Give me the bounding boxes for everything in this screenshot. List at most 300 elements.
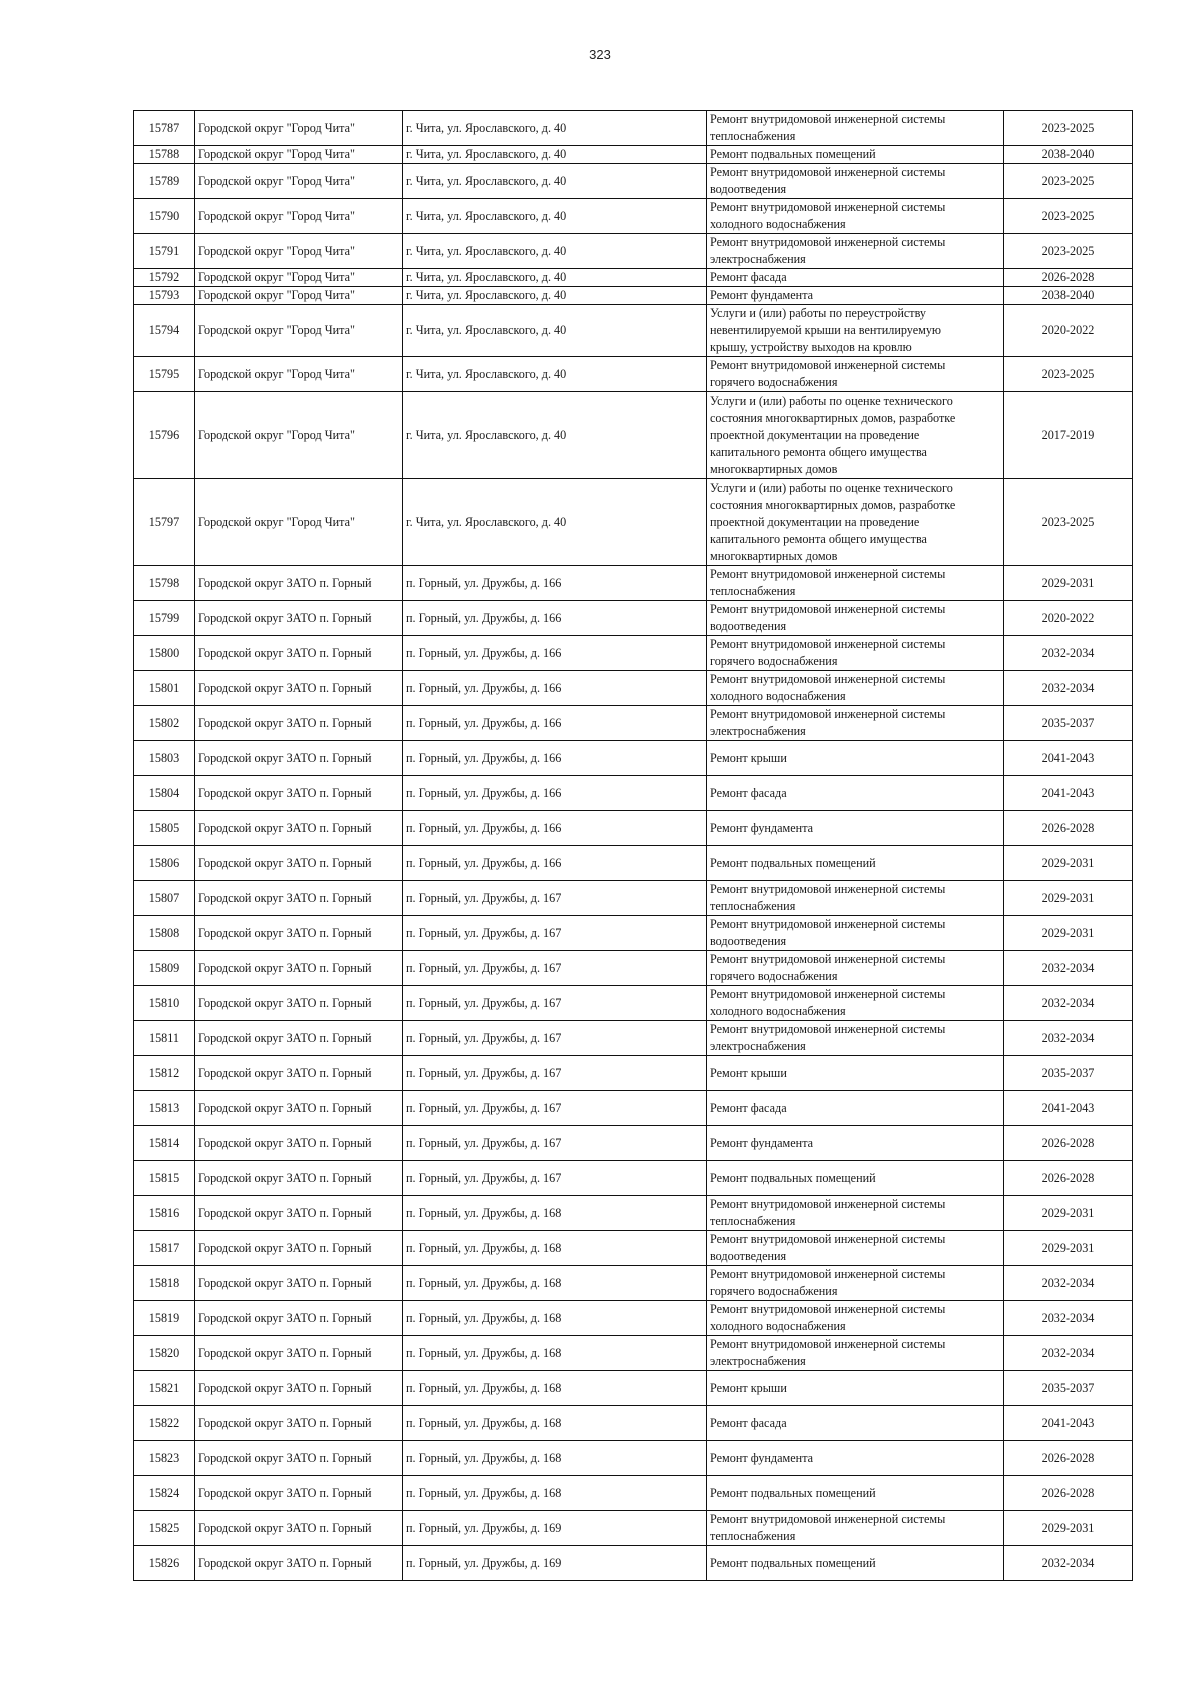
work-type-line: Ремонт фундамента xyxy=(710,1135,814,1150)
table-row xyxy=(134,164,1133,199)
work-type-line: холодного водоснабжения xyxy=(710,689,846,703)
work-type-line: проектной документации на проведение xyxy=(710,514,920,529)
period-cell: 2035-2037 xyxy=(1004,1371,1133,1406)
table-body xyxy=(134,111,1133,1581)
row-number-cell: 15801 xyxy=(134,671,195,706)
work-type-line: горячего водоснабжения xyxy=(710,969,838,983)
table-row xyxy=(134,811,1133,846)
row-number-cell: 15803 xyxy=(134,741,195,776)
work-type-line: Ремонт подвальных помещений xyxy=(710,1485,876,1500)
work-type-line: Ремонт крыши xyxy=(710,1380,787,1395)
page-number: 323 xyxy=(589,47,611,62)
period-cell: 2023-2025 xyxy=(1004,164,1133,199)
work-type-cell xyxy=(707,146,1004,164)
work-type-line: Ремонт внутридомовой инженерной системы xyxy=(710,1022,946,1036)
work-type-line: горячего водоснабжения xyxy=(710,654,838,668)
municipality-cell: Городской округ ЗАТО п. Горный xyxy=(195,951,403,986)
period-cell: 2029-2031 xyxy=(1004,566,1133,601)
municipality-cell: Городской округ ЗАТО п. Горный xyxy=(195,706,403,741)
table-row xyxy=(134,1476,1133,1511)
period-cell: 2032-2034 xyxy=(1004,1266,1133,1301)
municipality-cell: Городской округ ЗАТО п. Горный xyxy=(195,811,403,846)
address-cell: п. Горный, ул. Дружбы, д. 168 xyxy=(403,1336,707,1371)
row-number-cell: 15797 xyxy=(134,479,195,566)
table-row xyxy=(134,1021,1133,1056)
table-row xyxy=(134,1546,1133,1581)
municipality-cell: Городской округ "Город Чита" xyxy=(195,287,403,305)
address-cell: п. Горный, ул. Дружбы, д. 167 xyxy=(403,1056,707,1091)
work-type-line: Услуги и (или) работы по оценке технического xyxy=(710,480,953,495)
work-type-line: капитального ремонта общего имущества xyxy=(710,531,927,546)
work-type-line: холодного водоснабжения xyxy=(710,1319,846,1333)
table-row xyxy=(134,776,1133,811)
work-type-line: горячего водоснабжения xyxy=(710,1284,838,1298)
municipality-cell: Городской округ ЗАТО п. Горный xyxy=(195,1546,403,1581)
address-cell: п. Горный, ул. Дружбы, д. 167 xyxy=(403,881,707,916)
work-type-cell xyxy=(707,636,1004,671)
work-type-cell xyxy=(707,1266,1004,1301)
table-row xyxy=(134,951,1133,986)
work-type-cell xyxy=(707,916,1004,951)
municipality-cell: Городской округ ЗАТО п. Горный xyxy=(195,601,403,636)
work-type-cell xyxy=(707,1406,1004,1441)
work-type-cell xyxy=(707,392,1004,479)
period-cell: 2026-2028 xyxy=(1004,1476,1133,1511)
work-type-line: Ремонт фундамента xyxy=(710,288,814,302)
capital-repair-table xyxy=(133,110,1133,1581)
address-cell: п. Горный, ул. Дружбы, д. 168 xyxy=(403,1266,707,1301)
work-type-cell xyxy=(707,164,1004,199)
address-cell: п. Горный, ул. Дружбы, д. 166 xyxy=(403,601,707,636)
work-type-line: Ремонт внутридомовой инженерной системы xyxy=(710,200,946,214)
municipality-cell: Городской округ ЗАТО п. Горный xyxy=(195,1476,403,1511)
row-number-cell: 15824 xyxy=(134,1476,195,1511)
work-type-cell xyxy=(707,846,1004,881)
table-row xyxy=(134,357,1133,392)
municipality-cell: Городской округ ЗАТО п. Горный xyxy=(195,1266,403,1301)
row-number-cell: 15804 xyxy=(134,776,195,811)
municipality-cell: Городской округ ЗАТО п. Горный xyxy=(195,1126,403,1161)
municipality-cell: Городской округ ЗАТО п. Горный xyxy=(195,881,403,916)
work-type-cell xyxy=(707,986,1004,1021)
work-type-line: Ремонт фасада xyxy=(710,1415,787,1430)
municipality-cell: Городской округ "Город Чита" xyxy=(195,199,403,234)
period-cell: 2032-2034 xyxy=(1004,986,1133,1021)
work-type-cell xyxy=(707,1196,1004,1231)
work-type-line: теплоснабжения xyxy=(710,584,796,598)
period-cell: 2032-2034 xyxy=(1004,1336,1133,1371)
row-number-cell: 15787 xyxy=(134,111,195,146)
row-number-cell: 15789 xyxy=(134,164,195,199)
address-cell: г. Чита, ул. Ярославского, д. 40 xyxy=(403,269,707,287)
address-cell: п. Горный, ул. Дружбы, д. 167 xyxy=(403,1126,707,1161)
municipality-cell: Городской округ ЗАТО п. Горный xyxy=(195,1371,403,1406)
address-cell: г. Чита, ул. Ярославского, д. 40 xyxy=(403,234,707,269)
address-cell: п. Горный, ул. Дружбы, д. 167 xyxy=(403,1161,707,1196)
row-number-cell: 15800 xyxy=(134,636,195,671)
work-type-line: электроснабжения xyxy=(710,1354,806,1368)
address-cell: п. Горный, ул. Дружбы, д. 168 xyxy=(403,1196,707,1231)
row-number-cell: 15788 xyxy=(134,146,195,164)
municipality-cell: Городской округ ЗАТО п. Горный xyxy=(195,1196,403,1231)
row-number-cell: 15792 xyxy=(134,269,195,287)
work-type-cell xyxy=(707,1056,1004,1091)
table-row xyxy=(134,146,1133,164)
work-type-cell xyxy=(707,951,1004,986)
municipality-cell: Городской округ ЗАТО п. Горный xyxy=(195,1406,403,1441)
municipality-cell: Городской округ ЗАТО п. Горный xyxy=(195,1511,403,1546)
work-type-line: Ремонт внутридомовой инженерной системы xyxy=(710,358,946,372)
address-cell: г. Чита, ул. Ярославского, д. 40 xyxy=(403,392,707,479)
work-type-line: электроснабжения xyxy=(710,724,806,738)
work-type-line: Ремонт внутридомовой инженерной системы xyxy=(710,952,946,966)
work-type-cell xyxy=(707,269,1004,287)
row-number-cell: 15802 xyxy=(134,706,195,741)
work-type-line: Услуги и (или) работы по оценке технического xyxy=(710,393,953,408)
work-type-line: Ремонт внутридомовой инженерной системы xyxy=(710,1197,946,1211)
work-type-cell xyxy=(707,1546,1004,1581)
work-type-line: Ремонт внутридомовой инженерной системы xyxy=(710,567,946,581)
table-row xyxy=(134,1231,1133,1266)
period-cell: 2023-2025 xyxy=(1004,357,1133,392)
work-type-cell xyxy=(707,234,1004,269)
row-number-cell: 15807 xyxy=(134,881,195,916)
work-type-cell xyxy=(707,566,1004,601)
row-number-cell: 15793 xyxy=(134,287,195,305)
row-number-cell: 15820 xyxy=(134,1336,195,1371)
work-type-line: Ремонт фундамента xyxy=(710,820,814,835)
address-cell: п. Горный, ул. Дружбы, д. 168 xyxy=(403,1441,707,1476)
municipality-cell: Городской округ ЗАТО п. Горный xyxy=(195,1091,403,1126)
table-row xyxy=(134,1161,1133,1196)
work-type-line: Ремонт внутридомовой инженерной системы xyxy=(710,112,946,126)
work-type-line: состояния многоквартирных домов, разработке xyxy=(710,410,956,425)
row-number-cell: 15795 xyxy=(134,357,195,392)
municipality-cell: Городской округ ЗАТО п. Горный xyxy=(195,1301,403,1336)
work-type-cell xyxy=(707,741,1004,776)
period-cell: 2026-2028 xyxy=(1004,811,1133,846)
table-row xyxy=(134,881,1133,916)
address-cell: г. Чита, ул. Ярославского, д. 40 xyxy=(403,305,707,357)
period-cell: 2026-2028 xyxy=(1004,1441,1133,1476)
row-number-cell: 15806 xyxy=(134,846,195,881)
table-row xyxy=(134,1301,1133,1336)
table-row xyxy=(134,986,1133,1021)
address-cell: п. Горный, ул. Дружбы, д. 166 xyxy=(403,811,707,846)
work-type-line: Услуги и (или) работы по переустройству xyxy=(710,306,927,320)
municipality-cell: Городской округ ЗАТО п. Горный xyxy=(195,1056,403,1091)
table-row xyxy=(134,1266,1133,1301)
work-type-line: Ремонт фундамента xyxy=(710,1450,814,1465)
municipality-cell: Городской округ ЗАТО п. Горный xyxy=(195,776,403,811)
table-row xyxy=(134,111,1133,146)
table-row xyxy=(134,636,1133,671)
work-type-line: крышу, устройству выходов на кровлю xyxy=(710,340,912,354)
work-type-line: водоотведения xyxy=(710,934,787,948)
period-cell: 2032-2034 xyxy=(1004,1021,1133,1056)
period-cell: 2041-2043 xyxy=(1004,776,1133,811)
municipality-cell: Городской округ ЗАТО п. Горный xyxy=(195,636,403,671)
work-type-line: Ремонт фасада xyxy=(710,1100,787,1115)
address-cell: г. Чита, ул. Ярославского, д. 40 xyxy=(403,287,707,305)
row-number-cell: 15823 xyxy=(134,1441,195,1476)
address-cell: г. Чита, ул. Ярославского, д. 40 xyxy=(403,199,707,234)
period-cell: 2029-2031 xyxy=(1004,1511,1133,1546)
municipality-cell: Городской округ "Город Чита" xyxy=(195,234,403,269)
table-row xyxy=(134,1406,1133,1441)
address-cell: г. Чита, ул. Ярославского, д. 40 xyxy=(403,479,707,566)
work-type-line: капитального ремонта общего имущества xyxy=(710,444,927,459)
table-row xyxy=(134,1126,1133,1161)
table-row xyxy=(134,846,1133,881)
period-cell: 2038-2040 xyxy=(1004,146,1133,164)
table-row xyxy=(134,601,1133,636)
address-cell: п. Горный, ул. Дружбы, д. 166 xyxy=(403,706,707,741)
work-type-line: горячего водоснабжения xyxy=(710,375,838,389)
work-type-line: Ремонт фасада xyxy=(710,270,787,284)
period-cell: 2026-2028 xyxy=(1004,1126,1133,1161)
row-number-cell: 15811 xyxy=(134,1021,195,1056)
work-type-line: Ремонт крыши xyxy=(710,1065,787,1080)
work-type-line: теплоснабжения xyxy=(710,1214,796,1228)
work-type-cell xyxy=(707,1511,1004,1546)
table-row xyxy=(134,234,1133,269)
work-type-line: Ремонт подвальных помещений xyxy=(710,855,876,870)
work-type-cell xyxy=(707,706,1004,741)
work-type-line: теплоснабжения xyxy=(710,129,796,143)
table-row xyxy=(134,287,1133,305)
address-cell: п. Горный, ул. Дружбы, д. 167 xyxy=(403,986,707,1021)
period-cell: 2029-2031 xyxy=(1004,1231,1133,1266)
work-type-line: Ремонт внутридомовой инженерной системы xyxy=(710,165,946,179)
work-type-line: Ремонт фасада xyxy=(710,785,787,800)
work-type-cell xyxy=(707,199,1004,234)
work-type-line: Ремонт внутридомовой инженерной системы xyxy=(710,882,946,896)
row-number-cell: 15808 xyxy=(134,916,195,951)
period-cell: 2023-2025 xyxy=(1004,199,1133,234)
work-type-line: водоотведения xyxy=(710,182,787,196)
period-cell: 2032-2034 xyxy=(1004,951,1133,986)
work-type-line: теплоснабжения xyxy=(710,1529,796,1543)
row-number-cell: 15822 xyxy=(134,1406,195,1441)
municipality-cell: Городской округ ЗАТО п. Горный xyxy=(195,1336,403,1371)
period-cell: 2017-2019 xyxy=(1004,392,1133,479)
period-cell: 2026-2028 xyxy=(1004,269,1133,287)
period-cell: 2029-2031 xyxy=(1004,846,1133,881)
municipality-cell: Городской округ "Город Чита" xyxy=(195,269,403,287)
work-type-cell xyxy=(707,1371,1004,1406)
work-type-line: Ремонт крыши xyxy=(710,750,787,765)
period-cell: 2035-2037 xyxy=(1004,706,1133,741)
row-number-cell: 15826 xyxy=(134,1546,195,1581)
table-row xyxy=(134,706,1133,741)
address-cell: п. Горный, ул. Дружбы, д. 166 xyxy=(403,566,707,601)
period-cell: 2020-2022 xyxy=(1004,305,1133,357)
row-number-cell: 15816 xyxy=(134,1196,195,1231)
municipality-cell: Городской округ ЗАТО п. Горный xyxy=(195,1441,403,1476)
work-type-cell xyxy=(707,1161,1004,1196)
table-row xyxy=(134,1371,1133,1406)
municipality-cell: Городской округ "Город Чита" xyxy=(195,479,403,566)
work-type-cell xyxy=(707,1476,1004,1511)
address-cell: п. Горный, ул. Дружбы, д. 168 xyxy=(403,1301,707,1336)
address-cell: п. Горный, ул. Дружбы, д. 167 xyxy=(403,916,707,951)
work-type-cell xyxy=(707,1126,1004,1161)
row-number-cell: 15817 xyxy=(134,1231,195,1266)
work-type-line: Ремонт внутридомовой инженерной системы xyxy=(710,602,946,616)
period-cell: 2035-2037 xyxy=(1004,1056,1133,1091)
address-cell: п. Горный, ул. Дружбы, д. 166 xyxy=(403,671,707,706)
municipality-cell: Городской округ ЗАТО п. Горный xyxy=(195,846,403,881)
municipality-cell: Городской округ ЗАТО п. Горный xyxy=(195,1231,403,1266)
municipality-cell: Городской округ ЗАТО п. Горный xyxy=(195,1161,403,1196)
row-number-cell: 15798 xyxy=(134,566,195,601)
address-cell: г. Чита, ул. Ярославского, д. 40 xyxy=(403,357,707,392)
period-cell: 2038-2040 xyxy=(1004,287,1133,305)
period-cell: 2023-2025 xyxy=(1004,111,1133,146)
municipality-cell: Городской округ "Город Чита" xyxy=(195,357,403,392)
period-cell: 2032-2034 xyxy=(1004,671,1133,706)
work-type-line: Ремонт подвальных помещений xyxy=(710,1555,876,1570)
table-row xyxy=(134,1196,1133,1231)
address-cell: г. Чита, ул. Ярославского, д. 40 xyxy=(403,164,707,199)
row-number-cell: 15799 xyxy=(134,601,195,636)
work-type-line: Ремонт внутридомовой инженерной системы xyxy=(710,1267,946,1281)
address-cell: п. Горный, ул. Дружбы, д. 169 xyxy=(403,1511,707,1546)
work-type-line: Ремонт внутридомовой инженерной системы xyxy=(710,707,946,721)
work-type-line: Ремонт подвальных помещений xyxy=(710,1170,876,1185)
municipality-cell: Городской округ ЗАТО п. Горный xyxy=(195,916,403,951)
address-cell: п. Горный, ул. Дружбы, д. 166 xyxy=(403,776,707,811)
work-type-cell xyxy=(707,1336,1004,1371)
address-cell: п. Горный, ул. Дружбы, д. 166 xyxy=(403,636,707,671)
row-number-cell: 15815 xyxy=(134,1161,195,1196)
work-type-cell xyxy=(707,1231,1004,1266)
work-type-cell xyxy=(707,1091,1004,1126)
work-type-line: Ремонт внутридомовой инженерной системы xyxy=(710,1337,946,1351)
period-cell: 2029-2031 xyxy=(1004,1196,1133,1231)
work-type-cell xyxy=(707,1441,1004,1476)
row-number-cell: 15818 xyxy=(134,1266,195,1301)
period-cell: 2026-2028 xyxy=(1004,1161,1133,1196)
table-row xyxy=(134,1441,1133,1476)
period-cell: 2020-2022 xyxy=(1004,601,1133,636)
period-cell: 2029-2031 xyxy=(1004,881,1133,916)
work-type-cell xyxy=(707,111,1004,146)
address-cell: п. Горный, ул. Дружбы, д. 167 xyxy=(403,951,707,986)
work-type-line: теплоснабжения xyxy=(710,899,796,913)
work-type-cell xyxy=(707,357,1004,392)
work-type-line: Ремонт внутридомовой инженерной системы xyxy=(710,235,946,249)
period-cell: 2041-2043 xyxy=(1004,1406,1133,1441)
table-row xyxy=(134,1336,1133,1371)
address-cell: п. Горный, ул. Дружбы, д. 166 xyxy=(403,846,707,881)
work-type-cell xyxy=(707,881,1004,916)
municipality-cell: Городской округ "Город Чита" xyxy=(195,111,403,146)
row-number-cell: 15809 xyxy=(134,951,195,986)
work-type-line: Ремонт внутридомовой инженерной системы xyxy=(710,637,946,651)
work-type-line: водоотведения xyxy=(710,619,787,633)
table-row xyxy=(134,671,1133,706)
address-cell: п. Горный, ул. Дружбы, д. 166 xyxy=(403,741,707,776)
period-cell: 2041-2043 xyxy=(1004,1091,1133,1126)
work-type-cell xyxy=(707,287,1004,305)
period-cell: 2023-2025 xyxy=(1004,479,1133,566)
table-row xyxy=(134,741,1133,776)
table-row xyxy=(134,1511,1133,1546)
work-type-cell xyxy=(707,305,1004,357)
work-type-line: Ремонт подвальных помещений xyxy=(710,147,876,161)
work-type-line: Ремонт внутридомовой инженерной системы xyxy=(710,917,946,931)
address-cell: г. Чита, ул. Ярославского, д. 40 xyxy=(403,111,707,146)
work-type-cell xyxy=(707,1301,1004,1336)
address-cell: п. Горный, ул. Дружбы, д. 168 xyxy=(403,1231,707,1266)
row-number-cell: 15790 xyxy=(134,199,195,234)
work-type-line: Ремонт внутридомовой инженерной системы xyxy=(710,1512,946,1526)
municipality-cell: Городской округ ЗАТО п. Горный xyxy=(195,1021,403,1056)
work-type-line: состояния многоквартирных домов, разработке xyxy=(710,497,956,512)
work-type-line: Ремонт внутридомовой инженерной системы xyxy=(710,1302,946,1316)
table-row xyxy=(134,392,1133,479)
row-number-cell: 15825 xyxy=(134,1511,195,1546)
table-row xyxy=(134,269,1133,287)
work-type-line: холодного водоснабжения xyxy=(710,217,846,231)
work-type-line: Ремонт внутридомовой инженерной системы xyxy=(710,672,946,686)
address-cell: п. Горный, ул. Дружбы, д. 168 xyxy=(403,1371,707,1406)
period-cell: 2023-2025 xyxy=(1004,234,1133,269)
municipality-cell: Городской округ ЗАТО п. Горный xyxy=(195,986,403,1021)
work-type-cell xyxy=(707,601,1004,636)
work-type-line: многоквартирных домов xyxy=(710,548,838,563)
work-type-cell xyxy=(707,776,1004,811)
row-number-cell: 15791 xyxy=(134,234,195,269)
table-row xyxy=(134,1056,1133,1091)
work-type-line: Ремонт внутридомовой инженерной системы xyxy=(710,1232,946,1246)
row-number-cell: 15794 xyxy=(134,305,195,357)
work-type-cell xyxy=(707,671,1004,706)
work-type-line: электроснабжения xyxy=(710,252,806,266)
address-cell: г. Чита, ул. Ярославского, д. 40 xyxy=(403,146,707,164)
municipality-cell: Городской округ ЗАТО п. Горный xyxy=(195,741,403,776)
work-type-cell xyxy=(707,479,1004,566)
municipality-cell: Городской округ ЗАТО п. Горный xyxy=(195,671,403,706)
work-type-line: Ремонт внутридомовой инженерной системы xyxy=(710,987,946,1001)
table-row xyxy=(134,479,1133,566)
table-row xyxy=(134,1091,1133,1126)
table-row xyxy=(134,199,1133,234)
municipality-cell: Городской округ "Город Чита" xyxy=(195,392,403,479)
address-cell: п. Горный, ул. Дружбы, д. 167 xyxy=(403,1021,707,1056)
address-cell: п. Горный, ул. Дружбы, д. 168 xyxy=(403,1476,707,1511)
work-type-line: водоотведения xyxy=(710,1249,787,1263)
row-number-cell: 15796 xyxy=(134,392,195,479)
work-type-line: проектной документации на проведение xyxy=(710,427,920,442)
address-cell: п. Горный, ул. Дружбы, д. 169 xyxy=(403,1546,707,1581)
work-type-cell xyxy=(707,811,1004,846)
work-type-line: многоквартирных домов xyxy=(710,461,838,476)
period-cell: 2041-2043 xyxy=(1004,741,1133,776)
municipality-cell: Городской округ ЗАТО п. Горный xyxy=(195,566,403,601)
period-cell: 2029-2031 xyxy=(1004,916,1133,951)
address-cell: п. Горный, ул. Дружбы, д. 168 xyxy=(403,1406,707,1441)
municipality-cell: Городской округ "Город Чита" xyxy=(195,305,403,357)
row-number-cell: 15812 xyxy=(134,1056,195,1091)
row-number-cell: 15805 xyxy=(134,811,195,846)
row-number-cell: 15810 xyxy=(134,986,195,1021)
period-cell: 2032-2034 xyxy=(1004,1301,1133,1336)
row-number-cell: 15821 xyxy=(134,1371,195,1406)
address-cell: п. Горный, ул. Дружбы, д. 167 xyxy=(403,1091,707,1126)
